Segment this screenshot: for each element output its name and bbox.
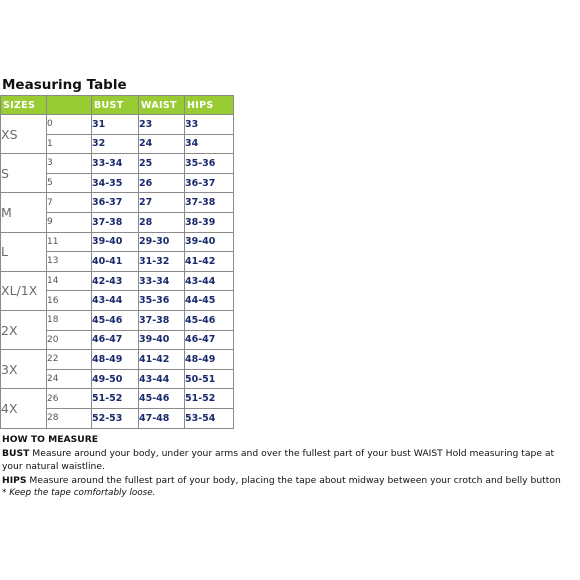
hips-value: 33: [185, 115, 234, 135]
table-body: [1, 115, 234, 429]
hips-value: 50-51: [185, 369, 234, 389]
hips-value: 36-37: [185, 173, 234, 193]
table-row: [1, 271, 234, 291]
header-blank: [47, 96, 92, 115]
waist-value: 24: [139, 134, 185, 154]
size-number: 11: [47, 232, 92, 252]
hips-value: 45-46: [185, 310, 234, 330]
size-label: XL/1X: [1, 271, 47, 310]
table-row: [1, 115, 234, 135]
hips-label: HIPS: [2, 474, 27, 486]
waist-value: 25: [139, 154, 185, 174]
hips-value: 34: [185, 134, 234, 154]
header-bust: BUST: [92, 96, 139, 115]
bust-value: 52-53: [92, 408, 139, 428]
size-label: 2X: [1, 310, 47, 349]
bust-instructions: [2, 447, 577, 474]
size-label: 3X: [1, 350, 47, 389]
waist-value: 41-42: [139, 350, 185, 370]
hips-value: 43-44: [185, 271, 234, 291]
waist-value: 45-46: [139, 389, 185, 409]
waist-value: 37-38: [139, 310, 185, 330]
hips-value: 37-38: [185, 193, 234, 213]
hips-value: 39-40: [185, 232, 234, 252]
table-row: [1, 193, 234, 213]
bust-value: 31: [92, 115, 139, 135]
hips-instructions: [2, 474, 577, 488]
size-number: 3: [47, 154, 92, 174]
bust-value: 40-41: [92, 252, 139, 272]
size-number: 24: [47, 369, 92, 389]
size-label: L: [1, 232, 47, 271]
hips-value: 51-52: [185, 389, 234, 409]
bust-label: BUST: [2, 447, 30, 459]
header-hips: HIPS: [185, 96, 234, 115]
table-row: [1, 232, 234, 252]
hips-value: 48-49: [185, 350, 234, 370]
size-label: 4X: [1, 389, 47, 428]
bust-value: 34-35: [92, 173, 139, 193]
size-number: 1: [47, 134, 92, 154]
waist-value: 39-40: [139, 330, 185, 350]
howto-heading: HOW TO MEASURE: [2, 434, 99, 445]
table-row: [1, 154, 234, 174]
size-label: S: [1, 154, 47, 193]
hips-value: 53-54: [185, 408, 234, 428]
size-label: M: [1, 193, 47, 232]
size-number: 0: [47, 115, 92, 135]
hips-value: 44-45: [185, 291, 234, 311]
waist-value: 29-30: [139, 232, 185, 252]
size-number: 13: [47, 252, 92, 272]
size-number: 28: [47, 408, 92, 428]
size-number: 14: [47, 271, 92, 291]
header-waist: WAIST: [139, 96, 185, 115]
size-number: 26: [47, 389, 92, 409]
waist-value: 27: [139, 193, 185, 213]
waist-value: 35-36: [139, 291, 185, 311]
size-number: 16: [47, 291, 92, 311]
bust-value: 48-49: [92, 350, 139, 370]
bust-value: 46-47: [92, 330, 139, 350]
bust-value: 39-40: [92, 232, 139, 252]
bust-value: 43-44: [92, 291, 139, 311]
hips-value: 41-42: [185, 252, 234, 272]
size-number: 9: [47, 212, 92, 232]
bust-value: 36-37: [92, 193, 139, 213]
size-number: 5: [47, 173, 92, 193]
table-header-row: [1, 96, 234, 115]
measuring-table: [0, 95, 234, 429]
hips-text: Measure around the fullest part of your body, placing the tape about midway between your crotch and belly button: [26, 474, 561, 486]
waist-value: 43-44: [139, 369, 185, 389]
waist-value: 23: [139, 115, 185, 135]
bust-value: 33-34: [92, 154, 139, 174]
size-number: 22: [47, 350, 92, 370]
size-number: 18: [47, 310, 92, 330]
hips-value: 46-47: [185, 330, 234, 350]
waist-value: 26: [139, 173, 185, 193]
bust-value: 49-50: [92, 369, 139, 389]
bust-text: Measure around your body, under your arms and over the fullest part of your bust WAIST Hold measuring tape at your natural waistline.: [2, 447, 555, 473]
size-number: 20: [47, 330, 92, 350]
table-row: [1, 310, 234, 330]
size-label: XS: [1, 115, 47, 154]
how-to-measure: [2, 433, 577, 501]
table-row: [1, 350, 234, 370]
waist-value: 33-34: [139, 271, 185, 291]
waist-value: 28: [139, 212, 185, 232]
waist-value: 47-48: [139, 408, 185, 428]
hips-value: 35-36: [185, 154, 234, 174]
bust-value: 37-38: [92, 212, 139, 232]
table-row: [1, 389, 234, 409]
tape-note: * Keep the tape comfortably loose.: [2, 488, 156, 499]
page-title: Measuring Table: [2, 77, 127, 93]
bust-value: 51-52: [92, 389, 139, 409]
size-number: 7: [47, 193, 92, 213]
bust-value: 42-43: [92, 271, 139, 291]
hips-value: 38-39: [185, 212, 234, 232]
header-sizes: SIZES: [1, 96, 47, 115]
waist-value: 31-32: [139, 252, 185, 272]
bust-value: 45-46: [92, 310, 139, 330]
bust-value: 32: [92, 134, 139, 154]
